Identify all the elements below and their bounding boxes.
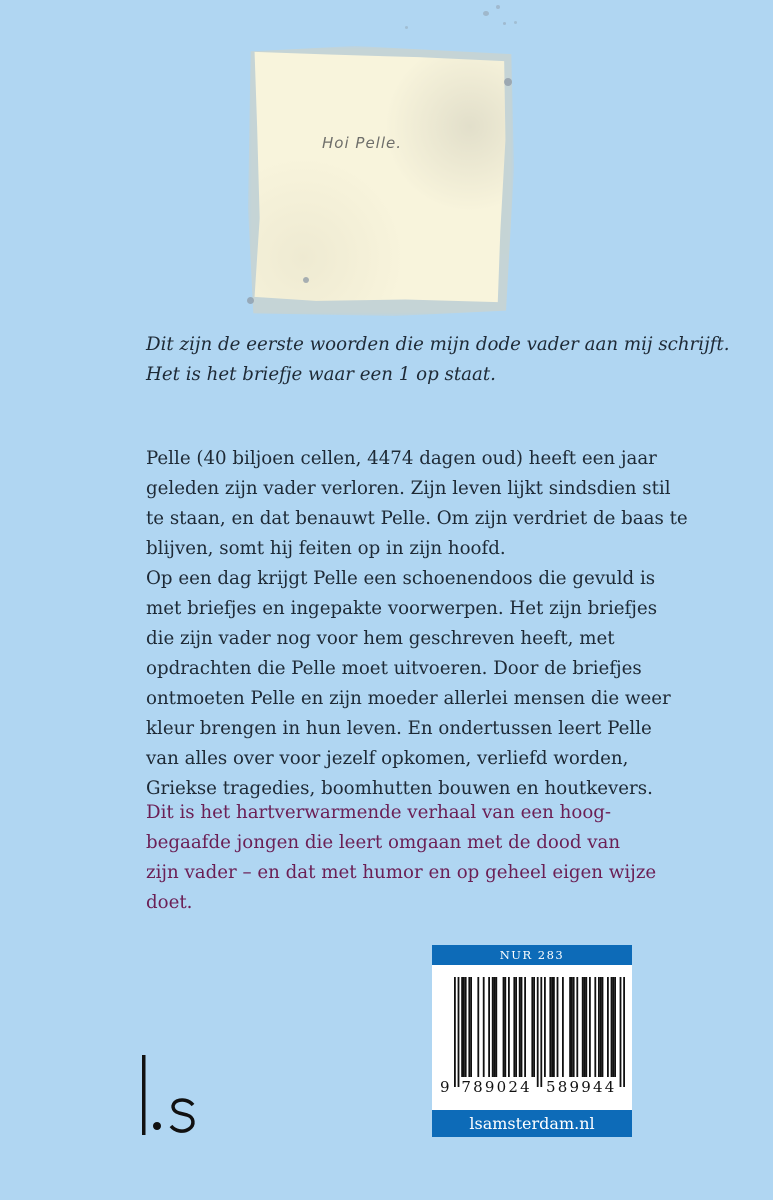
ink-spot — [303, 277, 309, 283]
blurb-line: Dit is het hartverwarmende verhaal van een hoog- — [146, 802, 612, 823]
intro-line: Dit zijn de eerste woorden die mijn dode vader aan mij schrijft. — [146, 334, 730, 355]
blurb-line: zijn vader – en dat met humor en op geheel eigen wijze — [146, 862, 657, 883]
svg-text:789024: 789024 — [461, 1078, 532, 1096]
description — [146, 444, 688, 804]
nur-code: NUR 283 — [432, 945, 632, 965]
ink-spot — [496, 5, 500, 9]
description-line: geleden zijn vader verloren. Zijn leven lijkt sindsdien stil — [146, 478, 671, 499]
ink-spot — [503, 22, 506, 25]
description-line: van alles over voor jezelf opkomen, verliefd worden, — [146, 748, 629, 769]
svg-text:9: 9 — [440, 1078, 452, 1096]
svg-text:589944: 589944 — [546, 1078, 617, 1096]
ink-spot — [405, 26, 408, 29]
description-line: blijven, somt hij feiten op in zijn hoofd. — [146, 538, 506, 559]
ink-spot — [514, 21, 517, 24]
blurb-line: begaafde jongen die leert omgaan met de dood van — [146, 832, 621, 853]
barcode-box — [432, 945, 632, 1137]
description-line: Griekse tragedies, boomhutten bouwen en houtkevers. — [146, 778, 653, 799]
ink-spot — [483, 11, 489, 16]
description-line: Pelle (40 biljoen cellen, 4474 dagen oud) heeft een jaar — [146, 448, 657, 469]
description-line: die zijn vader nog voor hem geschreven heeft, met — [146, 628, 615, 649]
intro-line: Het is het briefje waar een 1 op staat. — [146, 364, 496, 385]
paper-note — [252, 48, 508, 310]
blurb — [146, 798, 666, 918]
description-line: Op een dag krijgt Pelle een schoenendoos die gevuld is — [146, 568, 656, 589]
description-line: opdrachten die Pelle moet uitvoeren. Door de briefjes — [146, 658, 642, 679]
ink-spot — [247, 297, 254, 304]
blurb-line: doet. — [146, 892, 193, 913]
barcode-icon — [432, 965, 632, 1110]
note-handwritten-text: Hoi Pelle. — [322, 134, 402, 152]
description-line: te staan, en dat benauwt Pelle. Om zijn verdriet de baas te — [146, 508, 688, 529]
description-line: ontmoeten Pelle en zijn moeder allerlei mensen die weer — [146, 688, 671, 709]
publisher-website: lsamsterdam.nl — [432, 1110, 632, 1137]
note-illustration — [252, 48, 508, 310]
description-line: kleur brengen in hun leven. En ondertussen leert Pelle — [146, 718, 652, 739]
intro-quote — [146, 330, 730, 390]
description-line: met briefjes en ingepakte voorwerpen. Het zijn briefjes — [146, 598, 658, 619]
ls-amsterdam-logo-icon — [142, 1055, 202, 1137]
ink-spot — [504, 78, 512, 86]
